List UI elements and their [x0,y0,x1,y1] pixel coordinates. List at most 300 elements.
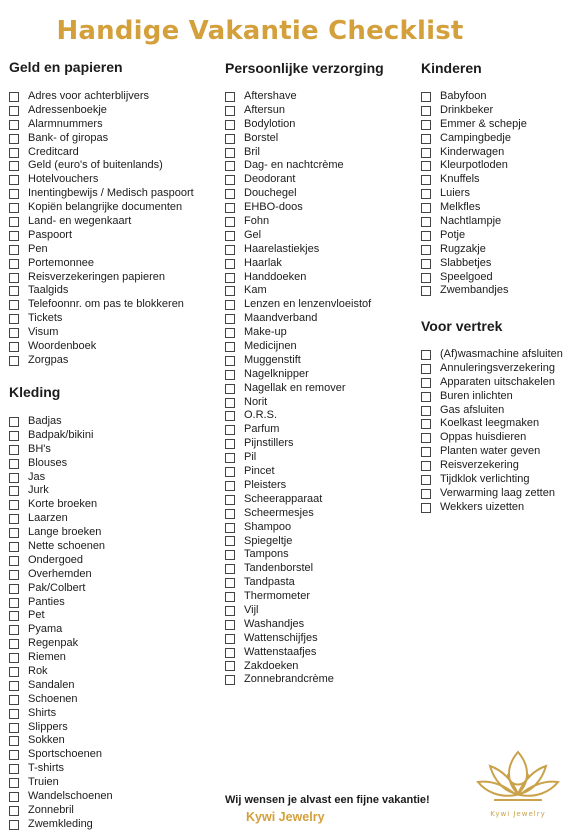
checkbox[interactable] [9,653,19,663]
checklist-item[interactable] [225,409,371,423]
checklist-item[interactable] [9,104,194,118]
checklist-item[interactable] [9,665,113,679]
checkbox[interactable] [225,592,235,602]
checkbox[interactable] [225,453,235,463]
footer-brand: Kywi Jewelry [246,810,325,824]
checklist-item[interactable] [225,493,371,507]
checkbox[interactable] [225,120,235,130]
checklist-item-label: EHBO-doos [244,201,303,214]
checklist-item[interactable] [421,132,527,146]
checkbox[interactable] [421,134,431,144]
checkbox[interactable] [9,709,19,719]
checkbox[interactable] [225,495,235,505]
checklist-item-label: Make-up [244,326,287,339]
checklist-item-label: Panties [28,595,65,608]
checklist-item[interactable] [225,423,371,437]
checkbox[interactable] [225,550,235,560]
checkbox[interactable] [225,328,235,338]
checklist-item[interactable] [9,146,194,160]
checkbox[interactable] [225,675,235,685]
checklist-item-label: Pincet [244,465,275,478]
checklist-item[interactable] [9,201,194,215]
checklist-item[interactable] [9,326,194,340]
checklist-item[interactable] [9,471,113,485]
checklist-item-label: Annuleringsverzekering [440,361,555,374]
checklist-item[interactable] [225,382,371,396]
checklist-item-label: Gas afsluiten [440,403,505,416]
checkbox[interactable] [9,175,19,185]
checklist-item[interactable] [9,457,113,471]
checklist-item[interactable] [9,243,194,257]
checklist-item-label: Gel [244,228,262,241]
checkbox[interactable] [421,447,431,457]
checkbox[interactable] [9,161,19,171]
checklist-item[interactable] [421,431,563,445]
checkbox[interactable] [9,792,19,802]
checklist-item[interactable] [9,415,113,429]
checklist-item-label: Hotelvouchers [28,173,99,186]
checklist-item[interactable] [9,693,113,707]
checkbox[interactable] [421,364,431,374]
checkbox[interactable] [9,764,19,774]
checkbox[interactable] [9,639,19,649]
checkbox[interactable] [225,189,235,199]
checklist-item[interactable] [9,118,194,132]
checklist-item[interactable] [9,215,194,229]
checkbox[interactable] [9,473,19,483]
checkbox[interactable] [421,259,431,269]
checklist-item[interactable] [225,146,371,160]
checklist-item-label: Badjas [28,415,62,427]
checklist-item-label: Wekkers uizetten [440,500,525,513]
checklist-item[interactable] [421,473,563,487]
checkbox[interactable] [421,475,431,485]
checkbox[interactable] [9,695,19,705]
checklist-item[interactable] [225,576,371,590]
checkbox[interactable] [225,134,235,144]
checklist-item[interactable] [9,762,113,776]
checkbox[interactable] [225,175,235,185]
checklist-item[interactable] [421,271,527,285]
checklist-item-label: Schoenen [28,692,78,705]
checklist-item-label: Bank- of giropas [28,131,109,144]
checkbox[interactable] [9,189,19,199]
checklist-item-label: Koelkast leegmaken [440,417,540,430]
checkbox[interactable] [421,161,431,171]
checkbox[interactable] [225,286,235,296]
checklist-item[interactable] [9,540,113,554]
checklist-item[interactable] [225,437,371,451]
checklist-item[interactable] [9,582,113,596]
checklist-item[interactable] [225,118,371,132]
checkbox[interactable] [9,556,19,566]
checklist-item[interactable] [421,284,527,298]
checklist-item-label: Overhemden [28,567,92,580]
checkbox[interactable] [421,245,431,255]
checklist-item[interactable] [225,479,371,493]
checklist-item-label: Apparaten uitschakelen [440,375,555,388]
checkbox[interactable] [225,481,235,491]
checkbox[interactable] [9,778,19,788]
checklist-item-label: O.R.S. [244,409,278,422]
checkbox[interactable] [225,606,235,616]
checkbox[interactable] [9,681,19,691]
checklist-item[interactable] [9,790,113,804]
checklist-item[interactable] [421,215,527,229]
checklist-item[interactable] [225,271,371,285]
checklist-item[interactable] [421,459,563,473]
checklist-item[interactable] [9,679,113,693]
checklist-item-label: Sportschoenen [28,748,102,761]
checklist-item[interactable] [421,362,563,376]
checklist-item[interactable] [225,368,371,382]
checkbox[interactable] [9,667,19,677]
checklist-item[interactable] [9,498,113,512]
checklist-item[interactable] [9,596,113,610]
checkbox[interactable] [225,536,235,546]
checklist-item-label: Tampons [244,548,289,561]
checkbox[interactable] [421,392,431,402]
checklist-item[interactable] [225,215,371,229]
checkbox[interactable] [421,419,431,429]
checklist-item[interactable] [421,348,563,362]
checkbox[interactable] [9,806,19,816]
lotus-logo-graphic [476,748,560,810]
checkbox[interactable] [9,273,19,283]
checklist-item[interactable] [225,201,371,215]
checkbox[interactable] [9,723,19,733]
checklist-item[interactable] [9,554,113,568]
checklist-item[interactable] [9,132,194,146]
checklist-item[interactable] [421,445,563,459]
checkbox[interactable] [9,231,19,241]
checklist-item[interactable] [421,487,563,501]
checkbox[interactable] [9,750,19,760]
checklist-item-label: Portemonnee [28,256,95,269]
checkbox[interactable] [421,503,431,513]
checklist-item[interactable] [225,465,371,479]
checklist-item[interactable] [225,354,371,368]
checkbox[interactable] [9,486,19,496]
checkbox[interactable] [225,203,235,213]
checkbox[interactable] [9,300,19,310]
checkbox[interactable] [9,598,19,608]
checklist-item[interactable] [225,521,371,535]
checkbox[interactable] [421,92,431,102]
checklist-item[interactable] [225,646,371,660]
checklist-item-label: Scheerapparaat [244,492,323,505]
checkbox[interactable] [225,259,235,269]
checklist-item-label: Zakdoeken [244,659,299,672]
checklist-item-label: Haarlak [244,256,282,269]
checkbox[interactable] [225,648,235,658]
checklist-item[interactable] [9,512,113,526]
checklist-item[interactable] [225,132,371,146]
logo-text: Kywi Jewelry [490,810,546,818]
checklist-item-label: Wandelschoenen [28,790,113,803]
checkbox[interactable] [421,106,431,116]
checklist-item[interactable] [225,173,371,187]
checklist-item-label: Dag- en nachtcrème [244,159,344,172]
checklist-item[interactable] [225,243,371,257]
checkbox[interactable] [421,189,431,199]
checklist-item[interactable] [225,104,371,118]
checklist-item[interactable] [421,404,563,418]
checklist-item-label: Jurk [28,484,49,497]
checkbox[interactable] [225,314,235,324]
checkbox[interactable] [225,92,235,102]
checkbox[interactable] [225,384,235,394]
checklist-item[interactable] [9,637,113,651]
checkbox[interactable] [225,245,235,255]
checklist-item-label: Nagelknipper [244,367,309,380]
checkbox[interactable] [9,584,19,594]
checklist-item[interactable] [421,90,527,104]
checklist-item[interactable] [9,90,194,104]
checkbox[interactable] [225,217,235,227]
checklist-item-label: Wattenstaafjes [244,645,317,658]
checklist-item[interactable] [225,159,371,173]
checkbox[interactable] [225,564,235,574]
checkbox[interactable] [225,523,235,533]
checklist-item[interactable] [421,243,527,257]
checklist-item[interactable] [225,660,371,674]
checkbox[interactable] [9,286,19,296]
checklist-item[interactable] [225,312,371,326]
checklist-item-label: Riemen [28,651,66,664]
checklist-item-label: Scheermesjes [244,506,314,519]
checkbox[interactable] [9,820,19,830]
checkbox[interactable] [9,92,19,102]
checkbox[interactable] [421,378,431,388]
checklist-item[interactable] [225,562,371,576]
checklist-item[interactable] [225,187,371,201]
checkbox[interactable] [421,203,431,213]
checklist-item[interactable] [9,804,113,818]
checkbox[interactable] [421,489,431,499]
checklist-item[interactable] [225,396,371,410]
page-title: Handige Vakantie Checklist [56,16,464,46]
checkbox[interactable] [9,106,19,116]
checklist-item-label: Kopiën belangrijke documenten [28,201,183,214]
checkbox[interactable] [9,625,19,635]
checklist-item[interactable] [225,284,371,298]
checkbox[interactable] [421,350,431,360]
checklist-item-label: Pet [28,609,45,622]
checklist-item-label: Tickets [28,312,63,325]
checkbox[interactable] [225,634,235,644]
checklist-item[interactable] [9,443,113,457]
checkbox[interactable] [225,356,235,366]
checkbox[interactable] [225,425,235,435]
checklist-item-label: Sokken [28,734,65,747]
checkbox[interactable] [9,356,19,366]
checkbox[interactable] [421,231,431,241]
section-heading-kleding: Kleding [9,384,61,400]
checkbox[interactable] [421,406,431,416]
checklist-item[interactable] [9,187,194,201]
checklist-item[interactable] [421,501,563,515]
checklist-item[interactable] [225,326,371,340]
checkbox[interactable] [421,120,431,130]
checklist-item[interactable] [9,484,113,498]
checkbox[interactable] [9,611,19,621]
checklist-item-label: Paspoort [28,228,73,241]
checklist-item[interactable] [9,354,194,368]
checkbox[interactable] [225,370,235,380]
checklist-item[interactable] [9,312,194,326]
checkbox[interactable] [421,148,431,158]
checkbox[interactable] [225,661,235,671]
checkbox[interactable] [9,459,19,469]
checklist-item[interactable] [225,632,371,646]
checklist-item[interactable] [9,526,113,540]
checklist-item-label: Knuffels [440,173,480,186]
checklist-item-label: Vijl [244,603,259,616]
checklist-item[interactable] [9,340,194,354]
checklist-item[interactable] [225,257,371,271]
checklist-item[interactable] [9,818,113,832]
checkbox[interactable] [9,431,19,441]
checkbox[interactable] [225,578,235,588]
checklist-item[interactable] [9,734,113,748]
checklist-item[interactable] [225,451,371,465]
checklist-item[interactable] [421,159,527,173]
checkbox[interactable] [9,445,19,455]
checklist-item[interactable] [9,721,113,735]
checkbox[interactable] [9,203,19,213]
checkbox[interactable] [225,439,235,449]
checklist-item-label: Drinkbeker [440,103,494,116]
checkbox[interactable] [9,314,19,324]
checklist-item-label: Kinderwagen [440,145,505,158]
checklist-item[interactable] [9,173,194,187]
checklist-item[interactable] [225,604,371,618]
checklist-item[interactable] [9,284,194,298]
checkbox[interactable] [9,736,19,746]
checklist-item[interactable] [9,568,113,582]
checkbox[interactable] [421,461,431,471]
checklist-item[interactable] [421,257,527,271]
checklist-item[interactable] [9,609,113,623]
checklist-item[interactable] [421,390,563,404]
checklist-item[interactable] [421,201,527,215]
checklist-item[interactable] [421,229,527,243]
checkbox[interactable] [421,217,431,227]
checklist-item[interactable] [225,90,371,104]
checklist-item[interactable] [225,340,371,354]
checklist-item-label: Shirts [28,706,57,719]
checkbox[interactable] [9,500,19,510]
checklist-item[interactable] [9,623,113,637]
checkbox[interactable] [225,106,235,116]
checklist-item[interactable] [9,298,194,312]
checkbox[interactable] [225,161,235,171]
checklist-item-label: Visum [28,326,59,339]
checklist-item-label: Haarelastiekjes [244,242,320,255]
checkbox[interactable] [225,300,235,310]
checklist-item[interactable] [9,159,194,173]
checkbox[interactable] [9,342,19,352]
checkbox[interactable] [225,231,235,241]
checkbox[interactable] [225,509,235,519]
checklist-item[interactable] [9,229,194,243]
checkbox[interactable] [9,570,19,580]
checkbox[interactable] [421,273,431,283]
checklist-item[interactable] [225,673,371,687]
checkbox[interactable] [225,398,235,408]
checklist-item-label: Pak/Colbert [28,581,86,594]
checkbox[interactable] [421,286,431,296]
checklist-item-label: Kam [244,284,267,297]
checklist-item[interactable] [9,429,113,443]
checklist-item[interactable] [9,707,113,721]
checklist-item[interactable] [421,376,563,390]
checklist-item[interactable] [421,104,527,118]
checklist-item[interactable] [225,507,371,521]
checklist-item[interactable] [225,590,371,604]
checklist-item-label: Alarmnummers [28,117,103,130]
checkbox[interactable] [225,411,235,421]
checklist-item[interactable] [421,417,563,431]
checklist-item[interactable] [9,748,113,762]
checklist-item-label: Slippers [28,720,68,733]
checkbox[interactable] [9,514,19,524]
checkbox[interactable] [9,328,19,338]
checklist-item[interactable] [225,229,371,243]
checkbox[interactable] [9,528,19,538]
checkbox[interactable] [225,273,235,283]
checklist-item[interactable] [225,548,371,562]
checkbox[interactable] [9,148,19,158]
checkbox[interactable] [9,120,19,130]
checkbox[interactable] [9,134,19,144]
checklist-item-label: Reisverzekeringen papieren [28,270,165,283]
checklist-item-label: BH's [28,442,51,455]
checklist-item-label: Handdoeken [244,270,307,283]
checklist-item[interactable] [421,146,527,160]
checklist-item-label: Pil [244,451,257,464]
checklist-item[interactable] [225,535,371,549]
checkbox[interactable] [9,217,19,227]
checkbox[interactable] [9,245,19,255]
checklist-item-label: Luiers [440,187,470,200]
checklist-item[interactable] [9,776,113,790]
checklist-item[interactable] [9,651,113,665]
checkbox[interactable] [9,259,19,269]
checkbox[interactable] [225,467,235,477]
checklist-item-label: Borstel [244,131,279,144]
checkbox[interactable] [9,542,19,552]
checklist-item[interactable] [421,187,527,201]
checkbox[interactable] [9,417,19,427]
checkbox[interactable] [421,433,431,443]
checklist-item[interactable] [9,271,194,285]
checklist-item[interactable] [225,618,371,632]
checkbox[interactable] [421,175,431,185]
checklist-item-label: T-shirts [28,762,65,775]
checkbox[interactable] [225,148,235,158]
checklist-item[interactable] [225,298,371,312]
checkbox[interactable] [225,342,235,352]
checklist-item-label: (Af)wasmachine afsluiten [440,348,563,360]
checkbox[interactable] [225,620,235,630]
checklist-item[interactable] [421,173,527,187]
footer-message: Wij wensen je alvast een fijne vakantie! [225,794,430,806]
checklist-item-label: Zonnebril [28,803,74,816]
checklist-item[interactable] [421,118,527,132]
checklist-item[interactable] [9,257,194,271]
